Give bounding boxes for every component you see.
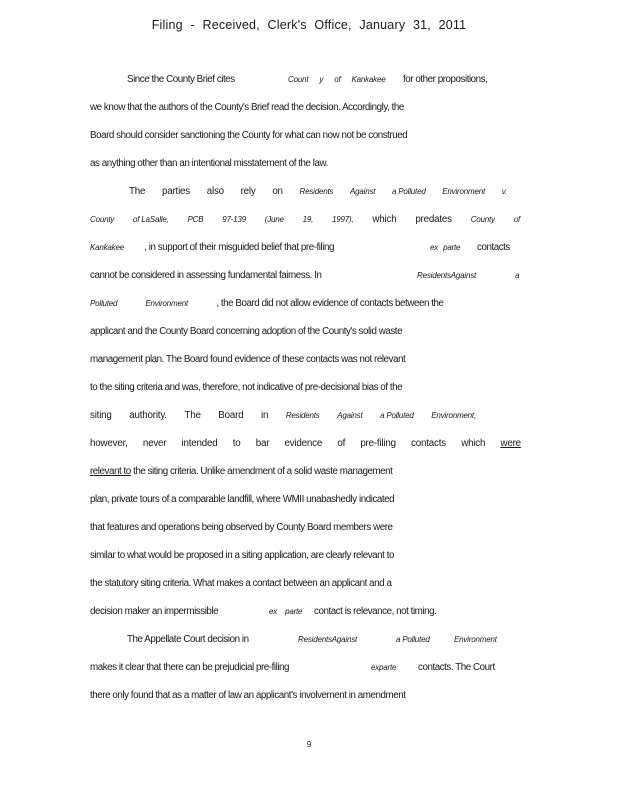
citation-italic: Against [350, 187, 376, 196]
text-segment: The [129, 186, 146, 197]
text-line: to the siting criteria and was, therefore, not indicative of pre-decisional bias of the [90, 382, 403, 393]
text-line [90, 464, 520, 480]
citation-italic: a [515, 271, 520, 280]
page-number: 9 [306, 740, 312, 749]
underlined-text: relevant to [90, 466, 131, 477]
text-segment: rely [240, 186, 256, 197]
text-segment: however, [90, 438, 128, 449]
citation-italic: exparte [371, 663, 397, 672]
citation-italic: 1997), [332, 215, 354, 224]
text-segment: evidence [284, 438, 323, 449]
text-line: we know that the authors of the County's Brief read the decision. Accordingly, the [90, 102, 404, 113]
text-line [90, 240, 520, 256]
citation-italic: Environment [442, 187, 486, 196]
text-line [90, 408, 476, 424]
text-segment: , the Board did not allow evidence of contacts between the [216, 298, 444, 309]
citation-italic: a Polluted [392, 187, 426, 196]
text-line: similar to what would be proposed in a siting application, are clearly relevant to [90, 550, 394, 561]
text-segment: the siting criteria. Unlike amendment of a solid waste management [130, 466, 393, 477]
text-line [90, 296, 520, 312]
citation-italic: County [470, 215, 495, 224]
text-line: Board should consider sanctioning the County for what can now not be construed [90, 130, 408, 141]
citation-italic: ResidentsAgainst [298, 635, 358, 644]
citation-italic: County [90, 215, 115, 224]
text-segment: The [184, 410, 201, 421]
text-segment: contacts [411, 438, 446, 449]
text-segment: intended [181, 438, 218, 449]
text-line: plan, private tours of a comparable landfill, where WMII unabashedly indicated [90, 494, 395, 505]
text-segment: bar [255, 438, 270, 449]
text-line [90, 212, 520, 228]
text-segment: parties [162, 186, 191, 197]
citation-italic: PCB [187, 215, 204, 224]
citation-italic: Polluted Environment [90, 299, 189, 308]
underlined-text: were [500, 438, 521, 449]
text-segment: Board [218, 410, 244, 421]
text-segment: The Appellate Court decision in [127, 634, 249, 645]
citation-italic: 97-139 [222, 215, 246, 224]
citation-italic: Environment [454, 635, 497, 644]
citation-italic: ex parte [430, 243, 461, 252]
text-segment: pre-filing [360, 438, 396, 449]
citation-italic: of LaSalle, [133, 215, 169, 224]
text-segment: predates [415, 214, 452, 225]
text-segment: siting [90, 410, 112, 421]
citation-italic: Count y of Kankakee [288, 75, 386, 84]
text-segment: to [232, 438, 241, 449]
citation-italic: a Polluted [396, 635, 430, 644]
text-segment: which [461, 438, 486, 449]
text-segment: cannot be considered in assessing fundamental fairness. In [90, 270, 322, 281]
text-line [90, 268, 520, 284]
text-segment: makes it clear that there can be prejudicial pre-filing [90, 662, 290, 673]
citation-italic: a Polluted [380, 411, 414, 420]
text-segment: contact is relevance, not timing. [314, 606, 437, 617]
text-segment: also [206, 186, 224, 197]
citation-italic: Environment, [431, 411, 476, 420]
text-line: management plan. The Board found evidence of these contacts was not relevant [90, 354, 406, 365]
citation-italic: ResidentsAgainst [417, 271, 477, 280]
text-line: there only found that as a matter of law an applicant's involvement in amendment [90, 690, 406, 701]
text-segment: , in support of their misguided belief that pre-filing [144, 242, 334, 253]
text-line [129, 184, 507, 200]
text-segment: which [372, 214, 397, 225]
text-segment: contacts [477, 242, 510, 253]
text-segment: on [272, 186, 283, 197]
citation-italic: ex parte [269, 607, 303, 616]
text-segment: Since the County Brief cites [127, 74, 235, 85]
text-line [90, 436, 525, 452]
text-segment: never [142, 438, 167, 449]
citation-italic: Residents [285, 411, 320, 420]
citation-italic: Against [337, 411, 363, 420]
text-line [127, 72, 520, 88]
text-segment: authority. [129, 410, 167, 421]
text-segment: contacts. The Court [418, 662, 495, 673]
text-line [90, 660, 520, 676]
text-line: the statutory siting criteria. What makes a contact between an applicant and a [90, 578, 392, 589]
text-line: as anything other than an intentional misstatement of the law. [90, 158, 328, 169]
text-line [90, 604, 520, 620]
citation-italic: v. [501, 187, 507, 196]
text-line: that features and operations being observed by County Board members were [90, 522, 393, 533]
citation-italic: Residents [299, 187, 334, 196]
text-segment: decision maker an impermissible [90, 606, 219, 617]
citation-italic: 19, [302, 215, 314, 224]
citation-italic: Kankakee [90, 243, 124, 252]
page-header: Filing - Received, Clerk's Office, January 31, 2011 [151, 18, 467, 32]
text-line [127, 632, 507, 648]
citation-italic: (June [264, 215, 284, 224]
text-segment: for other propositions, [403, 74, 488, 85]
text-segment: in [261, 410, 269, 421]
text-segment: of [337, 438, 346, 449]
citation-italic: of [513, 215, 520, 224]
text-line: applicant and the County Board concerning adoption of the County's solid waste [90, 326, 403, 337]
